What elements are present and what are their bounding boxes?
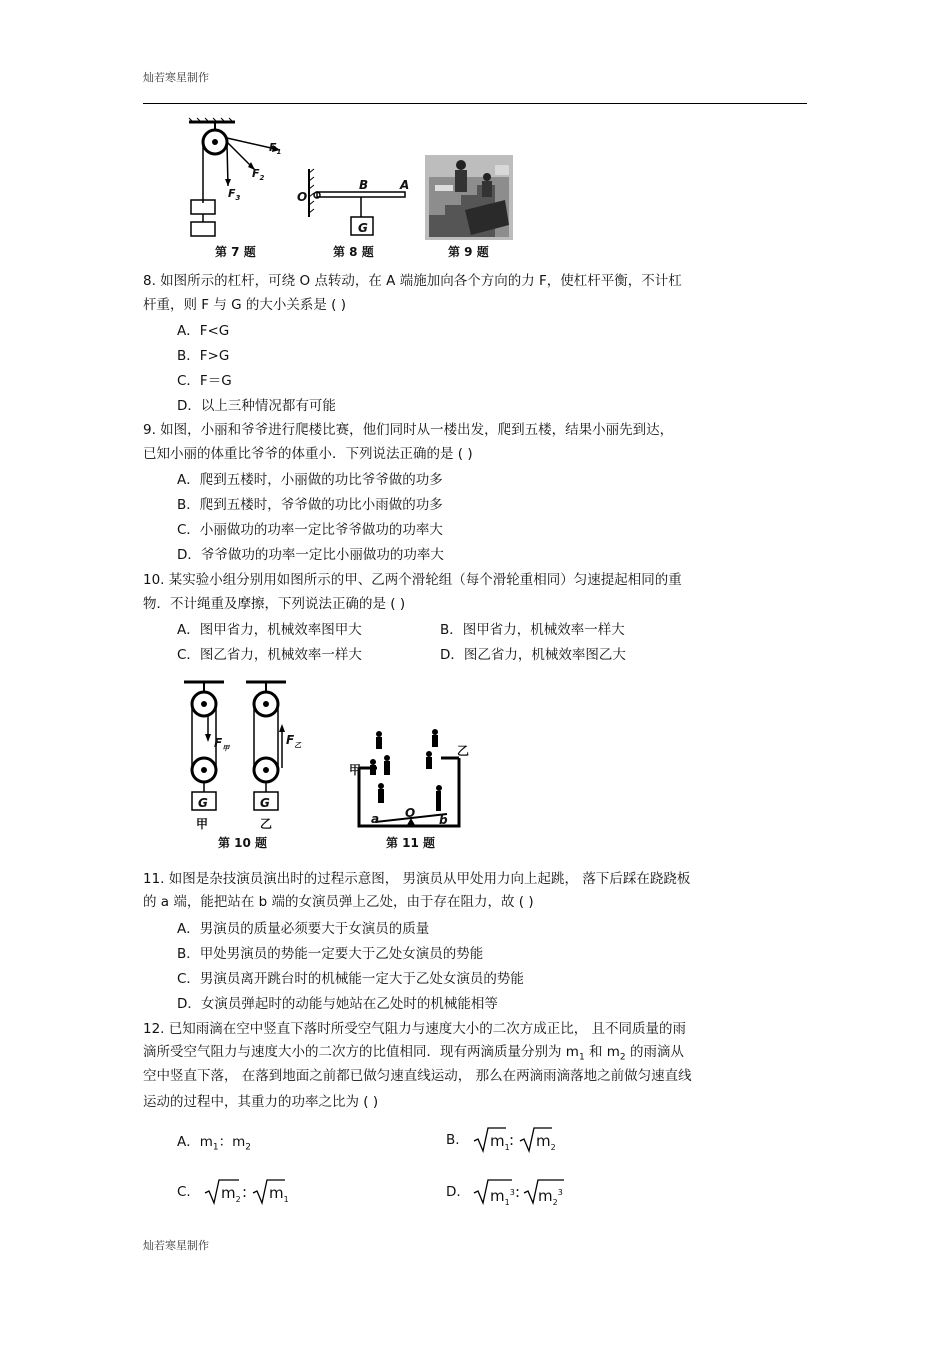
q12-option-c-colon: : (242, 1183, 248, 1201)
q12-option-b-m2: $m_2$ (536, 1132, 556, 1152)
q10-option-d: D．图乙省力，机械效率图乙大 (440, 647, 626, 663)
q12-stem-line4: 运动的过程中，其重力的功率之比为 ( ) (143, 1094, 379, 1110)
q12-stem-line3: 空中竖直下落， 在落到地面之前都已做匀速直线运动， 那么在两滴雨滴落地之前做匀速直线 (143, 1068, 692, 1084)
q10-stem-line2: 物．不计绳重及摩擦，下列说法正确的是 ( ) (143, 596, 406, 612)
weight-g2-label: G (260, 796, 270, 810)
figure-8-lever (295, 165, 415, 240)
q9-option-d: D．爷爷做功的功率一定比小丽做功的功率大 (177, 547, 444, 563)
label-jia: 甲 (196, 817, 209, 831)
caption-fig9: 第 9 题 (448, 245, 489, 259)
q11-option-b: B．甲处男演员的势能一定要大于乙处女演员的势能 (177, 946, 484, 962)
q8-option-c: C．F＝G (177, 373, 232, 389)
q12-option-b-m1: $m_1$ (490, 1132, 510, 1152)
q10-option-c: C．图乙省力，机械效率一样大 (177, 647, 362, 663)
q9-option-a: A．爬到五楼时，小丽做的功比爷爷做的功多 (177, 472, 443, 488)
figure-7-pulley (185, 118, 295, 243)
q12-option-a: A．$m_1$：$m_2$ (177, 1134, 252, 1153)
caption-fig8: 第 8 题 (333, 245, 374, 259)
q10-stem-line1: 10. 某实验小组分别用如图所示的甲、乙两个滑轮组（每个滑轮重相同）匀速提起相同的重 (143, 572, 682, 588)
q12-option-c-label: C. (177, 1184, 191, 1200)
q8-stem-line1: 8. 如图所示的杠杆，可绕 O 点转动，在 A 端施加向各个方向的力 F，使杠杆平衡，不计杠 (143, 273, 682, 289)
seesaw-a-label: a (371, 812, 380, 826)
q10-option-b: B．图甲省力，机械效率一样大 (440, 622, 625, 638)
page-footer: 灿若寒星制作 (143, 1239, 209, 1252)
page-header: 灿若寒星制作 (143, 71, 209, 84)
lever-o-label: O (297, 190, 308, 204)
q9-option-c: C．小丽做功的功率一定比爷爷做功的功率大 (177, 522, 443, 538)
force-f3-label: $F_3$ (228, 187, 241, 203)
force-f1-label: $F_1$ (269, 141, 282, 157)
force-f-yi-label: $F_乙$ (286, 733, 302, 750)
q12-option-d-m1-cubed: $m_1^3$ (490, 1187, 515, 1207)
force-f2-label: $F_2$ (252, 167, 265, 183)
q8-stem-line2: 杆重，则 F 与 G 的大小关系是 ( ) (143, 297, 347, 313)
caption-fig11: 第 11 题 (386, 836, 436, 850)
q12-option-c-m2: $m_2$ (221, 1184, 241, 1204)
q12-option-d-m2-cubed: $m_2^3$ (538, 1187, 563, 1207)
q11-option-a: A．男演员的质量必须要大于女演员的质量 (177, 921, 430, 937)
q11-stem-line2: 的 a 端，能把站在 b 端的女演员弹上乙处，由于存在阻力，故 ( ) (143, 894, 534, 910)
q11-option-d: D．女演员弹起时的动能与她站在乙处时的机械能相等 (177, 996, 498, 1012)
header-rule (143, 103, 807, 104)
q9-stem-line1: 9. 如图，小丽和爷爷进行爬楼比赛，他们同时从一楼出发，爬到五楼，结果小丽先到达， (143, 422, 674, 438)
q12-stem-line1: 12. 已知雨滴在空中竖直下落时所受空气阻力与速度大小的二次方成正比， 且不同质量的雨 (143, 1021, 687, 1037)
q8-option-a: A．F<G (177, 323, 230, 339)
label-yi: 乙 (260, 817, 273, 831)
q9-option-b: B．爬到五楼时，爷爷做的功比小雨做的功多 (177, 497, 443, 513)
acrobat-label-jia: 甲 (349, 763, 362, 777)
caption-fig7: 第 7 题 (215, 245, 256, 259)
q12-option-d-colon: : (515, 1183, 521, 1201)
acrobat-label-yi: 乙 (457, 744, 470, 758)
q8-option-d: D．以上三种情况都有可能 (177, 398, 336, 414)
caption-fig10: 第 10 题 (218, 836, 268, 850)
seesaw-b-label: b (439, 813, 448, 827)
weight-g1-label: G (198, 796, 208, 810)
force-f-jia-label: $F_甲$ (214, 736, 230, 753)
q12-option-c-m1: $m_1$ (269, 1184, 289, 1204)
lever-b-label: B (359, 178, 369, 192)
seesaw-o-label: O (405, 806, 416, 820)
q8-option-b: B．F>G (177, 348, 230, 364)
q12-option-b-colon: : (509, 1131, 515, 1149)
figure-9-stairs-image (425, 155, 513, 240)
q11-option-c: C．男演员离开跳台时的机械能一定大于乙处女演员的势能 (177, 971, 524, 987)
q12-option-b-label: B. (446, 1132, 460, 1148)
q11-stem-line1: 11. 如图是杂技演员演出时的过程示意图， 男演员从甲处用力向上起跳， 落下后踩在跷跷板 (143, 871, 691, 887)
q12-stem-line2: 滴所受空气阻力与速度大小的二次方的比值相同．现有两滴质量分别为 $m_1$ 和 $m_2$ 的雨滴从 (143, 1044, 684, 1063)
lever-a-label: A (400, 178, 410, 192)
q9-stem-line2: 已知小丽的体重比爷爷的体重小．下列说法正确的是 ( ) (143, 446, 473, 462)
q10-option-a: A．图甲省力，机械效率图甲大 (177, 622, 362, 638)
q12-option-d-label: D. (446, 1184, 461, 1200)
lever-g-label: G (358, 221, 368, 235)
